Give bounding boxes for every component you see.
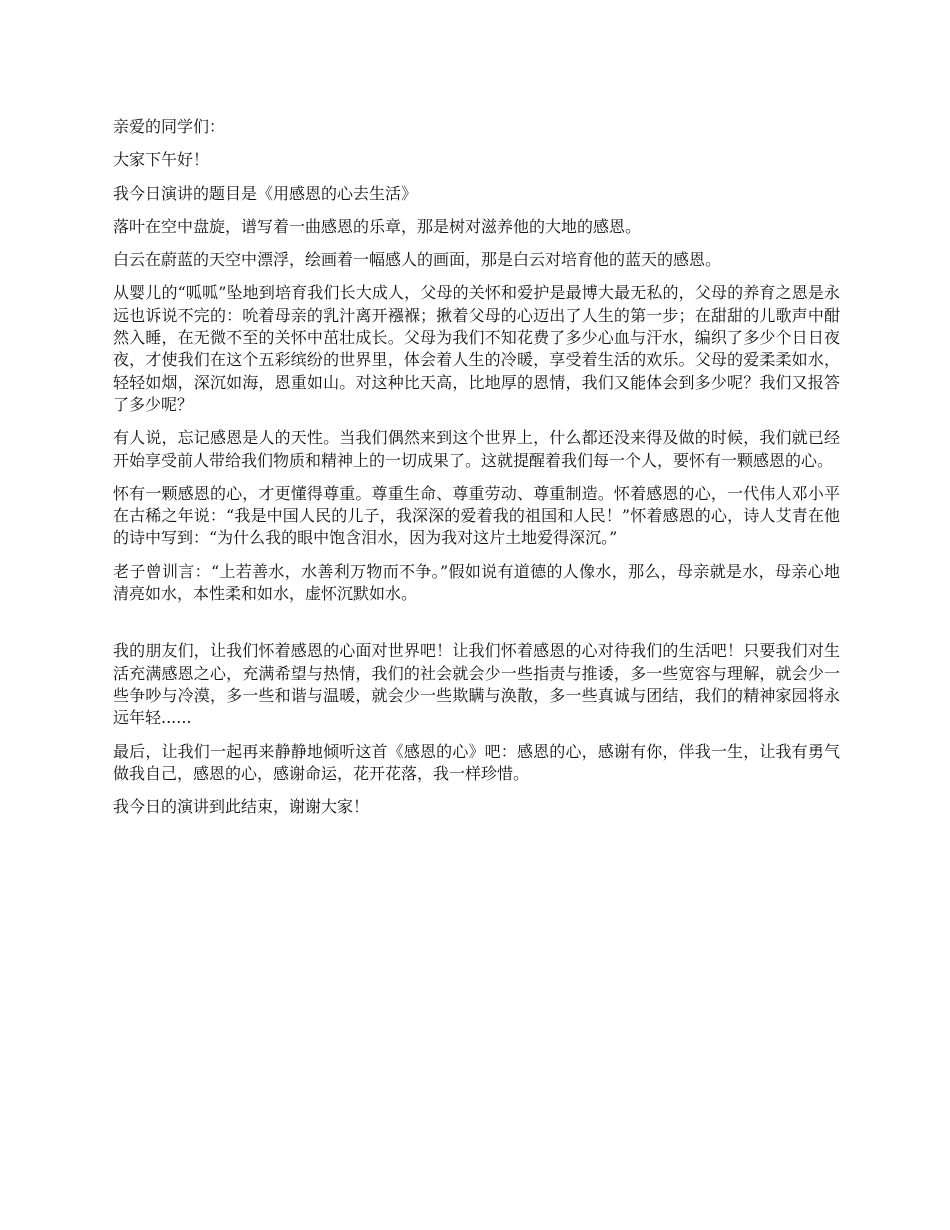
paragraph-respect: 怀有一颗感恩的心，才更懂得尊重。尊重生命、尊重劳动、尊重制造。怀着感恩的心，一代伟人邓小平在古稀之年说：“我是中国人民的儿子，我深深的爱着我的祖国和人民！”怀着感恩的心，诗人艾青在他的诗中写到：“为什么我的眼中饱含泪水，因为我对这片土地爱得深沉。” bbox=[113, 483, 840, 548]
paragraph-song: 最后，让我们一起再来静静地倾听这首《感恩的心》吧：感恩的心，感谢有你，伴我一生，让我有勇气做我自己，感恩的心，感谢命运，花开花落，我一样珍惜。 bbox=[113, 741, 840, 783]
paragraph-laozi: 老子曾训言：“上若善水，水善利万物而不争。”假如说有道德的人像水，那么，母亲就是水，母亲心地清亮如水，本性柔和如水，虚怀沉默如水。 bbox=[113, 561, 840, 604]
salutation: 大家下午好！ bbox=[113, 150, 210, 170]
speech-topic: 我今日演讲的题目是《用感恩的心去生活》 bbox=[113, 183, 418, 203]
paragraph-gratitude-nature: 有人说，忘记感恩是人的天性。当我们偶然来到这个世界上，什么都还没来得及做的时候，我们就已经开始享受前人带给我们物质和精神上的一切成果了。这就提醒着我们每一个人，要怀有一颗感恩的心。 bbox=[113, 428, 840, 470]
document-body bbox=[113, 116, 840, 829]
paragraph-clouds: 白云在蔚蓝的天空中漂浮，绘画着一幅感人的画面，那是白云对培育他的蓝天的感恩。 bbox=[113, 250, 722, 270]
paragraph-spacer bbox=[113, 616, 840, 640]
greeting: 亲爱的同学们： bbox=[113, 117, 226, 136]
paragraph-leaves: 落叶在空中盘旋，谱写着一曲感恩的乐章，那是树对滋养他的大地的感恩。 bbox=[113, 216, 642, 236]
closing: 我今日的演讲到此结束，谢谢大家！ bbox=[113, 797, 370, 817]
paragraph-parents: 从婴儿的“呱呱”坠地到培育我们长大成人，父母的关怀和爱护是最博大最无私的，父母的养育之恩是永远也诉说不完的：吮着母亲的乳汁离开襁褓；揪着父母的心迈出了人生的第一步；在甜甜的儿歌声中酣然入睡，在无微不至的关怀中茁壮成长。父母为我们不知花费了多少心血与汗水，编织了多少个日日夜夜，才使我们在这个五彩缤纷的世界里，体会着人生的冷暖，享受着生活的欢乐。父母的爱柔柔如水，轻轻如烟，深沉如海，恩重如山。对这种比天高，比地厚的恩情，我们又能体会到多少呢？我们又报答了多少呢？ bbox=[113, 283, 840, 414]
paragraph-friends: 我的朋友们，让我们怀着感恩的心面对世界吧！让我们怀着感恩的心对待我们的生活吧！只要我们对生活充满感恩之心，充满希望与热情，我们的社会就会少一些指责与推诿，多一些宽容与理解，就会少一些争吵与冷漠，多一些和谐与温暖，就会少一些欺瞒与涣散，多一些真诚与团结，我们的精神家园将永远年轻...... bbox=[113, 641, 840, 728]
